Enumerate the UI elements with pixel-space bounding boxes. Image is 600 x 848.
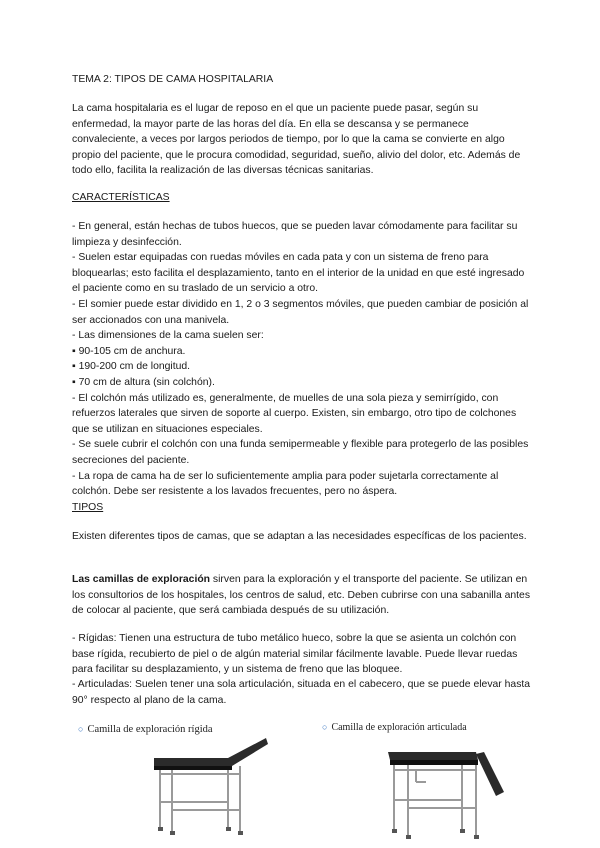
camilla-rigida-image [140,732,270,842]
caracteristicas-list [72,219,534,500]
caracteristica-line: - En general, están hechas de tubos huecos, que se pueden lavar cómodamente para facilitar su limpieza y desinfección. [72,221,518,248]
caracteristica-line: - El colchón más utilizado es, generalmente, de muelles de una sola pieza y semirrígido, con refuerzos laterales que sirven de soporte al cuerpo. Existen, sin embargo, otro tipo de colchones que se utilizan en situaciones especiales. [72,392,517,435]
rigidas-paragraph: - Rígidas: Tienen una estructura de tubo metálico hueco, sobre la que se asienta un colchón con base rígida, recubierto de piel o de algún material similar fácilmente lavable. Puede llevar ruedas para facilitar su desplazamiento, y un sistema de freno que las bloquee. [72,633,518,676]
caracteristica-line: - El somier puede estar dividido en 1, 2 o 3 segmentos móviles, que pueden cambiar de posición al ser accionados con una manivela. [72,298,529,326]
figure-caption-articulada: ○ Camilla de exploración articulada [322,722,467,733]
camilla-articulada-image [380,738,510,844]
camillas-paragraph [72,572,534,619]
caracteristica-line: - Suelen estar equipadas con ruedas móviles en cada pata y con un sistema de freno para bloquearlas; esto facilita el desplazamiento, tanto en el interior de la unidad en que esté ingresado el paciente como en su traslado de un servicio a otro. [72,252,525,295]
caracteristica-line: ▪ 90-105 cm de anchura. [72,345,186,357]
articuladas-paragraph: - Articuladas: Suelen tener una sola articulación, situada en el cabecero, que se puede elevar hasta 90° respecto al plano de la cama. [72,679,531,706]
caracteristica-line: ▪ 70 cm de altura (sin colchón). [72,376,215,388]
camillas-bold-term: Las camillas de exploración [72,574,211,585]
intro-paragraph: La cama hospitalaria es el lugar de reposo en el que un paciente puede pasar, según su enfermedad, la mayor parte de las horas del día. En ella se descansa y se permanece convaleciente, a veces por largos periodos de tiempo, por lo que la cama se convierte en algo propio del paciente, que le procura comodidad, seguridad, sueño, alivio del dolor, etc. Además de todo ello, facilita la realización de las diversas técnicas sanitarias. [72,103,521,177]
caracteristica-line: - Se suele cubrir el colchón con una funda semipermeable y flexible para protegerlo de las posibles secreciones del paciente. [72,439,529,466]
bullet-circle-icon: ○ [78,724,84,734]
page-title: TEMA 2: TIPOS DE CAMA HOSPITALARIA [72,74,274,85]
bullet-circle-icon: ○ [322,722,328,732]
tipos-intro: Existen diferentes tipos de camas, que se adaptan a las necesidades específicas de los pacientes. [72,531,527,542]
caracteristicas-heading: CARACTERÍSTICAS [72,192,170,203]
camillas-text: sirven para la exploración y el transporte del paciente. Se utilizan en los consultorios de los hospitales, los centros de salud, etc. Deben cubrirse con una sabanilla antes de colocar al paciente, que será cambiada después de su utilización. [72,574,531,617]
tipos-heading: TIPOS [72,502,104,513]
caracteristica-line: - La ropa de cama ha de ser lo suficientemente amplia para poder sujetarla correctamente al colchón. Debe ser resistente a los lavados frecuentes, pero no áspera. [72,470,499,498]
caracteristica-line: ▪ 190-200 cm de longitud. [72,361,191,373]
figure-caption-rigida: ○ Camilla de exploración rígida [78,724,213,735]
caracteristica-line: - Las dimensiones de la cama suelen ser: [72,330,264,342]
